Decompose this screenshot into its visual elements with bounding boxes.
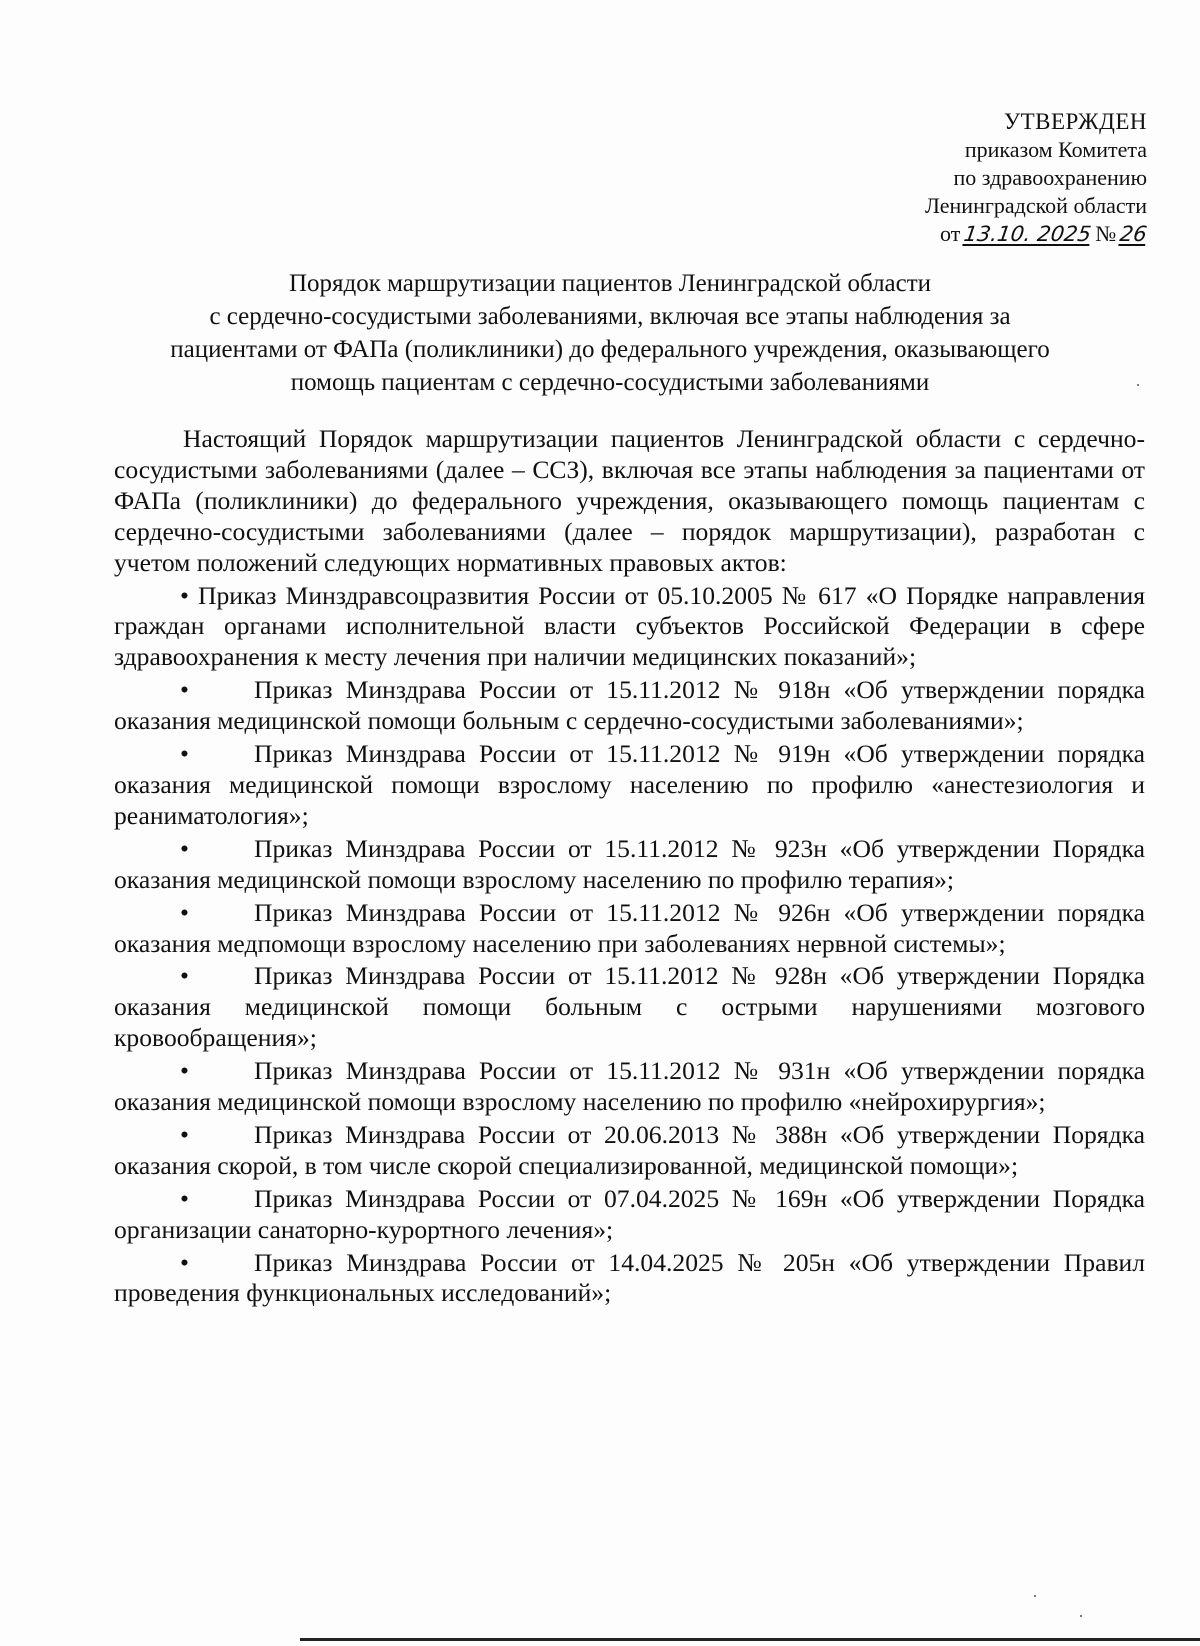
bullet-mark: • (180, 739, 189, 769)
title-line-1: Порядок маршрутизации пациентов Ленинградской области (288, 270, 932, 297)
bullet-mark: • (180, 1247, 189, 1277)
act-item (114, 1120, 1145, 1182)
scan-speck (1137, 384, 1139, 386)
act-text: Приказ Минздравсоцразвития России от 05.10.2005 № 617 «О Порядке направления граждан органами исполнительной власти субъектов Российской Федерации в сфере здравоохранения к месту лечения при наличии медицинских показаний»; (114, 580, 1145, 672)
act-text: Приказ Минздрава России от 15.11.2012 № 918н «Об утверждении порядка оказания медицинской помощи больным с сердечно-сосудистыми заболеваниями»; (114, 675, 1145, 736)
act-item (114, 961, 1145, 1054)
scan-speck (1034, 1595, 1036, 1597)
bullet-mark: • (180, 1119, 189, 1149)
bullet-mark: • (180, 961, 189, 991)
act-text: Приказ Минздрава России от 20.06.2013 № 388н «Об утверждении Порядка оказания скорой, в том числе скорой специализированной, медицинской помощи»; (114, 1119, 1145, 1180)
act-item (114, 739, 1145, 832)
act-text: Приказ Минздрава России от 15.11.2012 № 928н «Об утверждении Порядка оказания медицинской помощи больным с острыми нарушениями мозгового кровообращения»; (114, 961, 1145, 1053)
act-item (114, 1056, 1145, 1118)
approval-line-3: Ленинградской области (925, 193, 1147, 218)
act-item (114, 898, 1145, 960)
approval-line-2: по здравоохранению (953, 165, 1147, 190)
act-item (114, 834, 1145, 896)
bullet-mark: • (180, 675, 189, 705)
act-text: Приказ Минздрава России от 15.11.2012 № 926н «Об утверждении порядка оказания медпомощи взрослому населению при заболеваниях нервной системы»; (114, 897, 1145, 958)
bullet-mark: • (180, 897, 189, 927)
act-text: Приказ Минздрава России от 07.04.2025 № 169н «Об утверждении Порядка организации санаторно-курортного лечения»; (114, 1183, 1145, 1244)
scan-edge-line (300, 1638, 1200, 1641)
act-item (114, 1184, 1145, 1246)
title-line-2: с сердечно-сосудистыми заболеваниями, включая все этапы наблюдения за (209, 303, 1011, 330)
approval-stamp-block (727, 108, 1147, 248)
intro-paragraph: Настоящий Порядок маршрутизации пациентов Ленинградской области с сердечно-сосудистыми заболеваниями (далее – ССЗ), включая все этапы наблюдения за пациентами от ФАПа (поликлиники) до федерального учреждения, оказывающего помощь пациентам с сердечно-сосудистыми заболеваниями (далее – порядок маршрутизации), разработан с учетом положений следующих нормативных правовых актов: (114, 424, 1145, 577)
bullet-mark: • (180, 1183, 189, 1213)
act-item (114, 1248, 1145, 1310)
approval-date-line (727, 220, 1147, 248)
bullet-mark: • (180, 580, 189, 610)
scan-speck (1080, 1615, 1082, 1617)
handwritten-number: 26 (1118, 222, 1149, 246)
act-text: Приказ Минздрава России от 15.11.2012 № 931н «Об утверждении порядка оказания медицинской помощи взрослому населению по профилю «нейрохирургия»; (114, 1056, 1145, 1117)
bullet-mark: • (180, 1056, 189, 1086)
title-line-3: пациентами от ФАПа (поликлиники) до федерального учреждения, оказывающего (170, 336, 1050, 363)
act-text: Приказ Минздрава России от 14.04.2025 № 205н «Об утверждении Правил проведения функциональных исследований»; (114, 1247, 1145, 1308)
bullet-mark: • (180, 833, 189, 863)
number-prefix: № (1095, 221, 1117, 246)
act-text: Приказ Минздрава России от 15.11.2012 № 923н «Об утверждении Порядка оказания медицинской помощи взрослому населению по профилю терапия»; (114, 833, 1145, 894)
document-title (110, 267, 1110, 399)
act-item (114, 581, 1145, 674)
approval-heading: УТВЕРЖДЕН (1003, 109, 1147, 134)
date-prefix: от (940, 221, 961, 246)
handwritten-date: 13.10. 2025 (962, 222, 1093, 246)
act-item (114, 675, 1145, 737)
title-line-4: помощь пациентам с сердечно-сосудистыми заболеваниями (290, 369, 930, 396)
act-text: Приказ Минздрава России от 15.11.2012 № 919н «Об утверждении порядка оказания медицинской помощи взрослому населению по профилю «анестезиология и реаниматология»; (114, 739, 1145, 830)
document-body (114, 424, 1145, 1309)
approval-line-1: приказом Комитета (964, 137, 1147, 162)
